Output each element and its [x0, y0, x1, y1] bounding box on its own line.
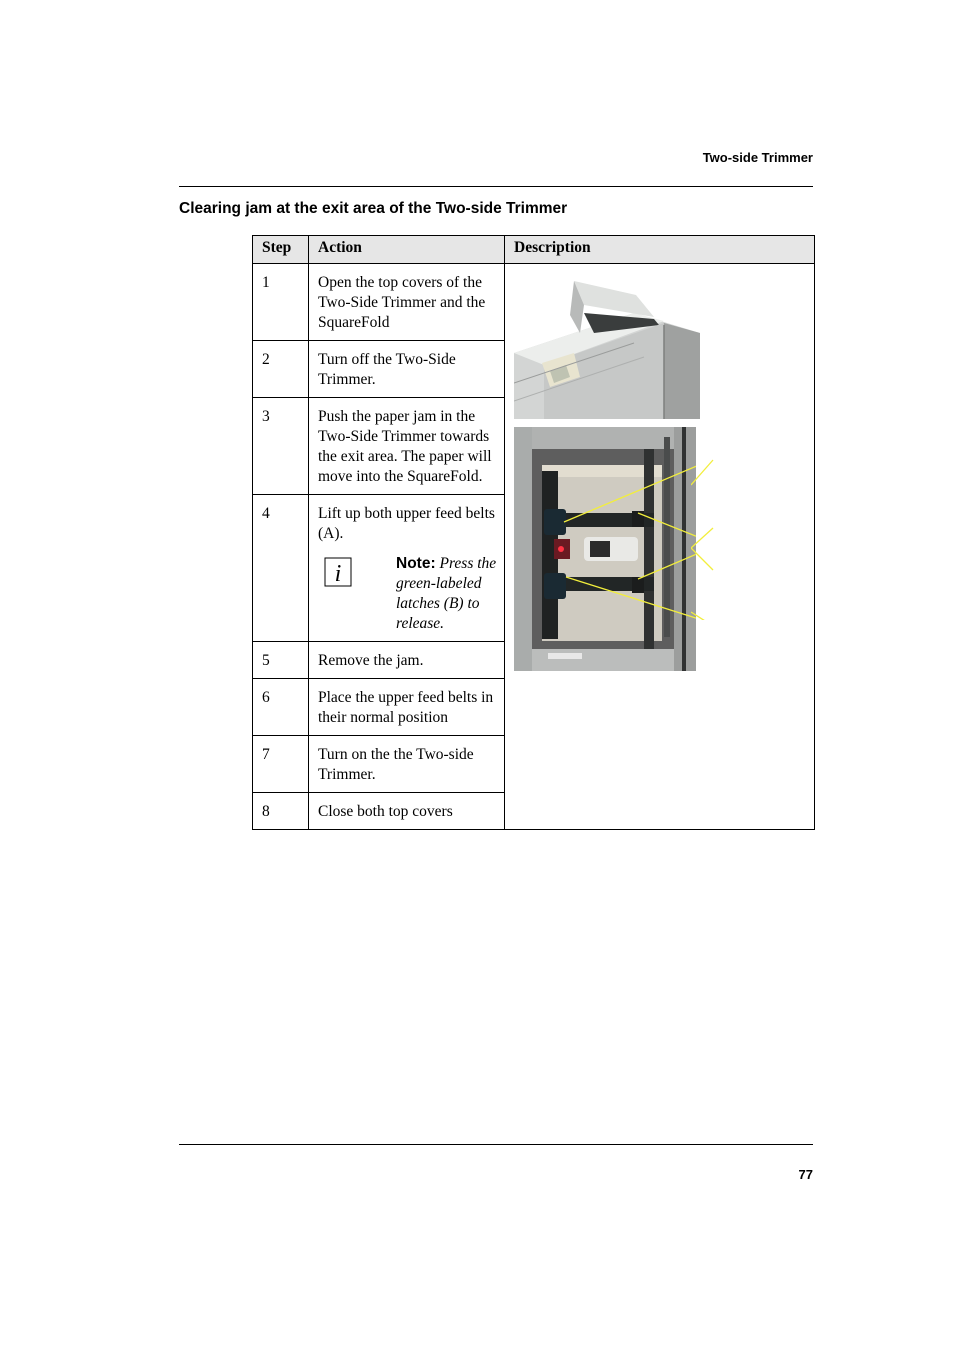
step-action: Remove the jam. — [309, 642, 505, 679]
info-icon — [324, 557, 352, 587]
step-number: 7 — [253, 736, 309, 793]
note-block — [318, 554, 498, 634]
step-action: Turn off the Two-Side Trimmer. — [309, 341, 505, 398]
step-number: 3 — [253, 398, 309, 495]
running-header: Two-side Trimmer — [702, 150, 813, 165]
step-action-cell — [309, 495, 505, 642]
page-number: 77 — [798, 1167, 813, 1182]
step-number: 1 — [253, 264, 309, 341]
step-action: Open the top covers of the Two-Side Trimmer and the SquareFold — [309, 264, 505, 341]
section-title: Clearing jam at the exit area of the Two-side Trimmer — [179, 200, 568, 217]
exit-area-photo — [514, 427, 696, 671]
header-description: Description — [505, 236, 815, 264]
table-row — [253, 264, 815, 341]
step-number: 8 — [253, 793, 309, 830]
step-number: 4 — [253, 495, 309, 642]
svg-text:i: i — [334, 561, 342, 587]
step-action: Push the paper jam in the Two-Side Trimmer towards the exit area. The paper will move into the SquareFold. — [309, 398, 505, 495]
note-text-block — [396, 554, 498, 634]
callout-lines — [691, 420, 717, 620]
table-header-row — [253, 236, 815, 264]
header-step: Step — [253, 236, 309, 264]
step-action: Close both top covers — [309, 793, 505, 830]
header-rule — [179, 186, 813, 187]
step-number: 2 — [253, 341, 309, 398]
step-action: Lift up both upper feed belts (A). — [318, 505, 495, 542]
header-action: Action — [309, 236, 505, 264]
footer-rule — [179, 1144, 813, 1145]
step-number: 5 — [253, 642, 309, 679]
step-action: Turn on the the Two-side Trimmer. — [309, 736, 505, 793]
note-label: Note: — [396, 555, 436, 572]
description-cell — [505, 264, 815, 830]
step-action: Place the upper feed belts in their normal position — [309, 679, 505, 736]
note-text: Press the green-labeled latches (B) to release. — [396, 555, 497, 632]
step-number: 6 — [253, 679, 309, 736]
procedure-table — [252, 235, 815, 830]
machine-overview-photo — [514, 273, 700, 419]
